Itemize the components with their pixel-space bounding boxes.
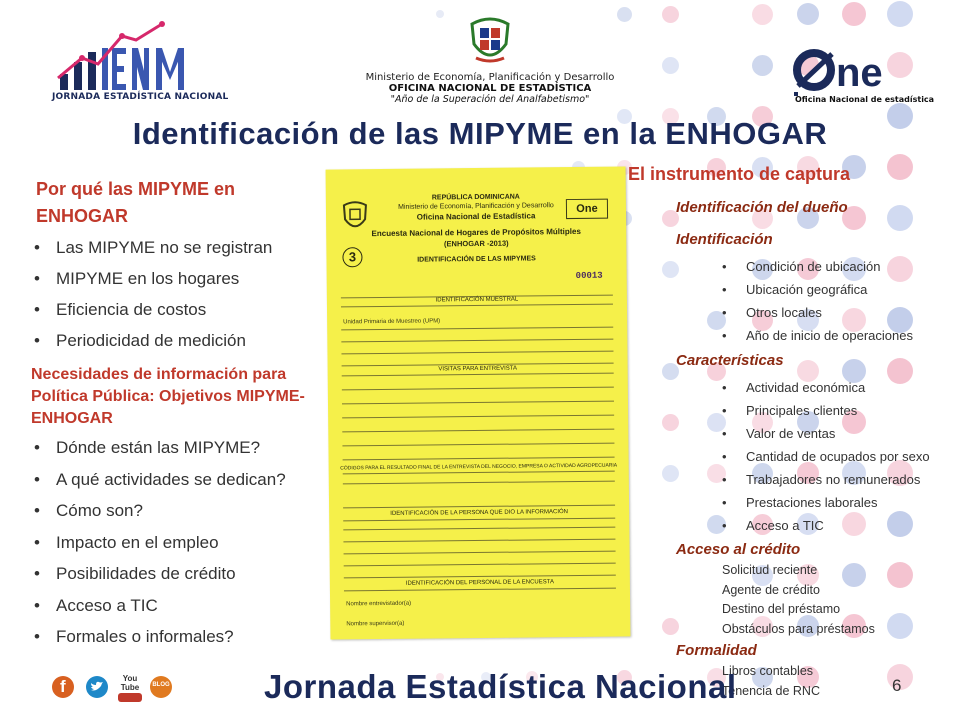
sub-credit-access: Acceso al crédito <box>676 541 801 558</box>
form-office: Oficina Nacional de Estadística <box>416 211 536 222</box>
twitter-icon[interactable] <box>86 676 108 698</box>
list-item: • Las MIPYME no se registran <box>18 238 272 269</box>
facebook-icon[interactable]: f <box>52 676 74 698</box>
form-serial-number: 00013 <box>575 270 603 281</box>
sub-formality: Formalidad <box>676 642 757 659</box>
list-item: Solicitud reciente <box>722 563 818 577</box>
list-item: • Ubicación geográfica <box>722 282 913 305</box>
form-number-badge: 3 <box>342 247 362 267</box>
right-heading: El instrumento de captura <box>628 164 851 184</box>
decorative-dot <box>662 261 679 278</box>
year-motto: "Año de la Superación del Analfabetismo" <box>390 94 590 105</box>
youtube-icon[interactable]: You Tube <box>118 674 142 700</box>
list-item: • Cantidad de ocupados por sexo <box>722 449 930 472</box>
list-item: • Acceso a TIC <box>18 596 286 628</box>
ministry-header <box>360 10 620 105</box>
list-item: • Cómo son? <box>18 501 286 533</box>
decorative-dot <box>887 613 913 639</box>
list-item: Agente de crédito <box>722 582 820 597</box>
list-item: • Otros locales <box>722 305 913 328</box>
form-row-supervisor: Nombre supervisor(a) <box>346 620 405 628</box>
identification-list <box>722 259 913 351</box>
left-section2-heading: Necesidades de información para Política Pública: Objetivos MIPYME-ENHOGAR <box>31 366 305 427</box>
form-section-title: IDENTIFICACIÓN DE LAS MIPYMES <box>417 255 536 264</box>
credit-list <box>722 561 875 639</box>
list-item: • Condición de ubicación <box>722 259 913 282</box>
blog-icon[interactable]: BLOG <box>150 676 172 698</box>
page-number: 6 <box>892 676 902 695</box>
decorative-dot <box>752 4 773 25</box>
decorative-dot <box>887 154 913 180</box>
list-item: Tenencia de RNC <box>722 683 820 698</box>
decorative-dot <box>662 465 679 482</box>
list-item: • Acceso a TIC <box>722 518 930 541</box>
page-title: Identificación de las MIPYME en la ENHOGAR <box>132 116 828 151</box>
list-item: • Periodicidad de medición <box>18 331 272 362</box>
list-item: • Valor de ventas <box>722 426 930 449</box>
form-row-interviewer: Nombre entrevistador(a) <box>346 600 412 608</box>
form-country: REPÚBLICA DOMINICANA <box>431 193 520 202</box>
list-item: • Año de inicio de operaciones <box>722 328 913 351</box>
form-survey-name: Encuesta Nacional de Hogares de Propósitos Múltiples <box>371 226 581 239</box>
sub-identification: Identificación <box>676 231 773 248</box>
national-coat-of-arms-icon <box>466 14 514 70</box>
formality-list <box>722 662 820 701</box>
form-row-upm: Unidad Primaria de Muestreo (UPM) <box>343 318 441 326</box>
ministry-name: Ministerio de Economía, Planificación y Desarrollo <box>365 72 615 83</box>
decorative-dot <box>842 2 866 26</box>
form-row-sample-id: IDENTIFICACIÓN MUESTRAL <box>435 296 519 304</box>
decorative-dot <box>662 6 679 23</box>
decorative-dot <box>797 360 819 382</box>
list-item: • Formales o informales? <box>18 627 286 659</box>
form-one-logo: One <box>566 199 608 219</box>
list-item: • Trabajadores no remunerados <box>722 472 930 495</box>
list-item: Obstáculos para préstamos <box>722 621 875 636</box>
form-survey-year: (ENHOGAR -2013) <box>443 238 509 249</box>
list-item: • A qué actividades se dedican? <box>18 470 286 502</box>
form-ministry: Ministerio de Economía, Planificación y Desarrollo <box>398 202 554 211</box>
event-logo-caption: JORNADA ESTADÍSTICA NACIONAL <box>52 92 229 102</box>
decorative-dot <box>887 205 913 231</box>
list-item: Libros contables <box>722 664 814 678</box>
one-caption: Oficina Nacional de estadística <box>795 95 935 104</box>
decorative-dot <box>662 57 679 74</box>
form-row-visits: VISITAS PARA ENTREVISTA <box>438 365 518 373</box>
decorative-dot <box>752 55 773 76</box>
list-item: • Principales clientes <box>722 403 930 426</box>
left-section1-heading: Por qué las MIPYME en ENHOGAR <box>36 179 236 226</box>
list-item: • Eficiencia de costos <box>18 300 272 331</box>
sub-owner-id: Identificación del dueño <box>676 199 848 216</box>
decorative-dot <box>887 562 913 588</box>
characteristics-list <box>722 380 930 541</box>
sub-characteristics: Características <box>676 352 784 369</box>
decorative-dot <box>662 414 679 431</box>
decorative-dot <box>662 618 679 635</box>
svg-text:ne: ne <box>836 51 883 95</box>
decorative-dot <box>887 1 913 27</box>
left-section1-list <box>18 238 272 362</box>
list-item: • Posibilidades de crédito <box>18 564 286 596</box>
left-section2-list <box>18 438 286 659</box>
form-row-staff: IDENTIFICACIÓN DEL PERSONAL DE LA ENCUESTA <box>405 579 554 587</box>
list-item: Destino del préstamo <box>722 602 841 616</box>
footer-title: Jornada Estadística Nacional <box>264 668 737 705</box>
list-item: • Prestaciones laborales <box>722 495 930 518</box>
office-name: OFICINA NACIONAL DE ESTADÍSTICA <box>388 83 592 94</box>
list-item: • Actividad económica <box>722 380 930 403</box>
questionnaire-image <box>326 166 631 639</box>
list-item: • MIPYME en los hogares <box>18 269 272 300</box>
form-row-informant: IDENTIFICACIÓN DE LA PERSONA QUE DIO LA INFORMACIÓN <box>390 509 569 517</box>
list-item: • Dónde están las MIPYME? <box>18 438 286 470</box>
form-row-result-codes: CÓDIGOS PARA EL RESULTADO FINAL DE LA ENTREVISTA DEL NEGOCIO, EMPRESA O ACTIVIDAD AGROPECUARIA <box>340 462 618 472</box>
decorative-dot <box>797 3 819 25</box>
list-item: • Impacto en el empleo <box>18 533 286 565</box>
